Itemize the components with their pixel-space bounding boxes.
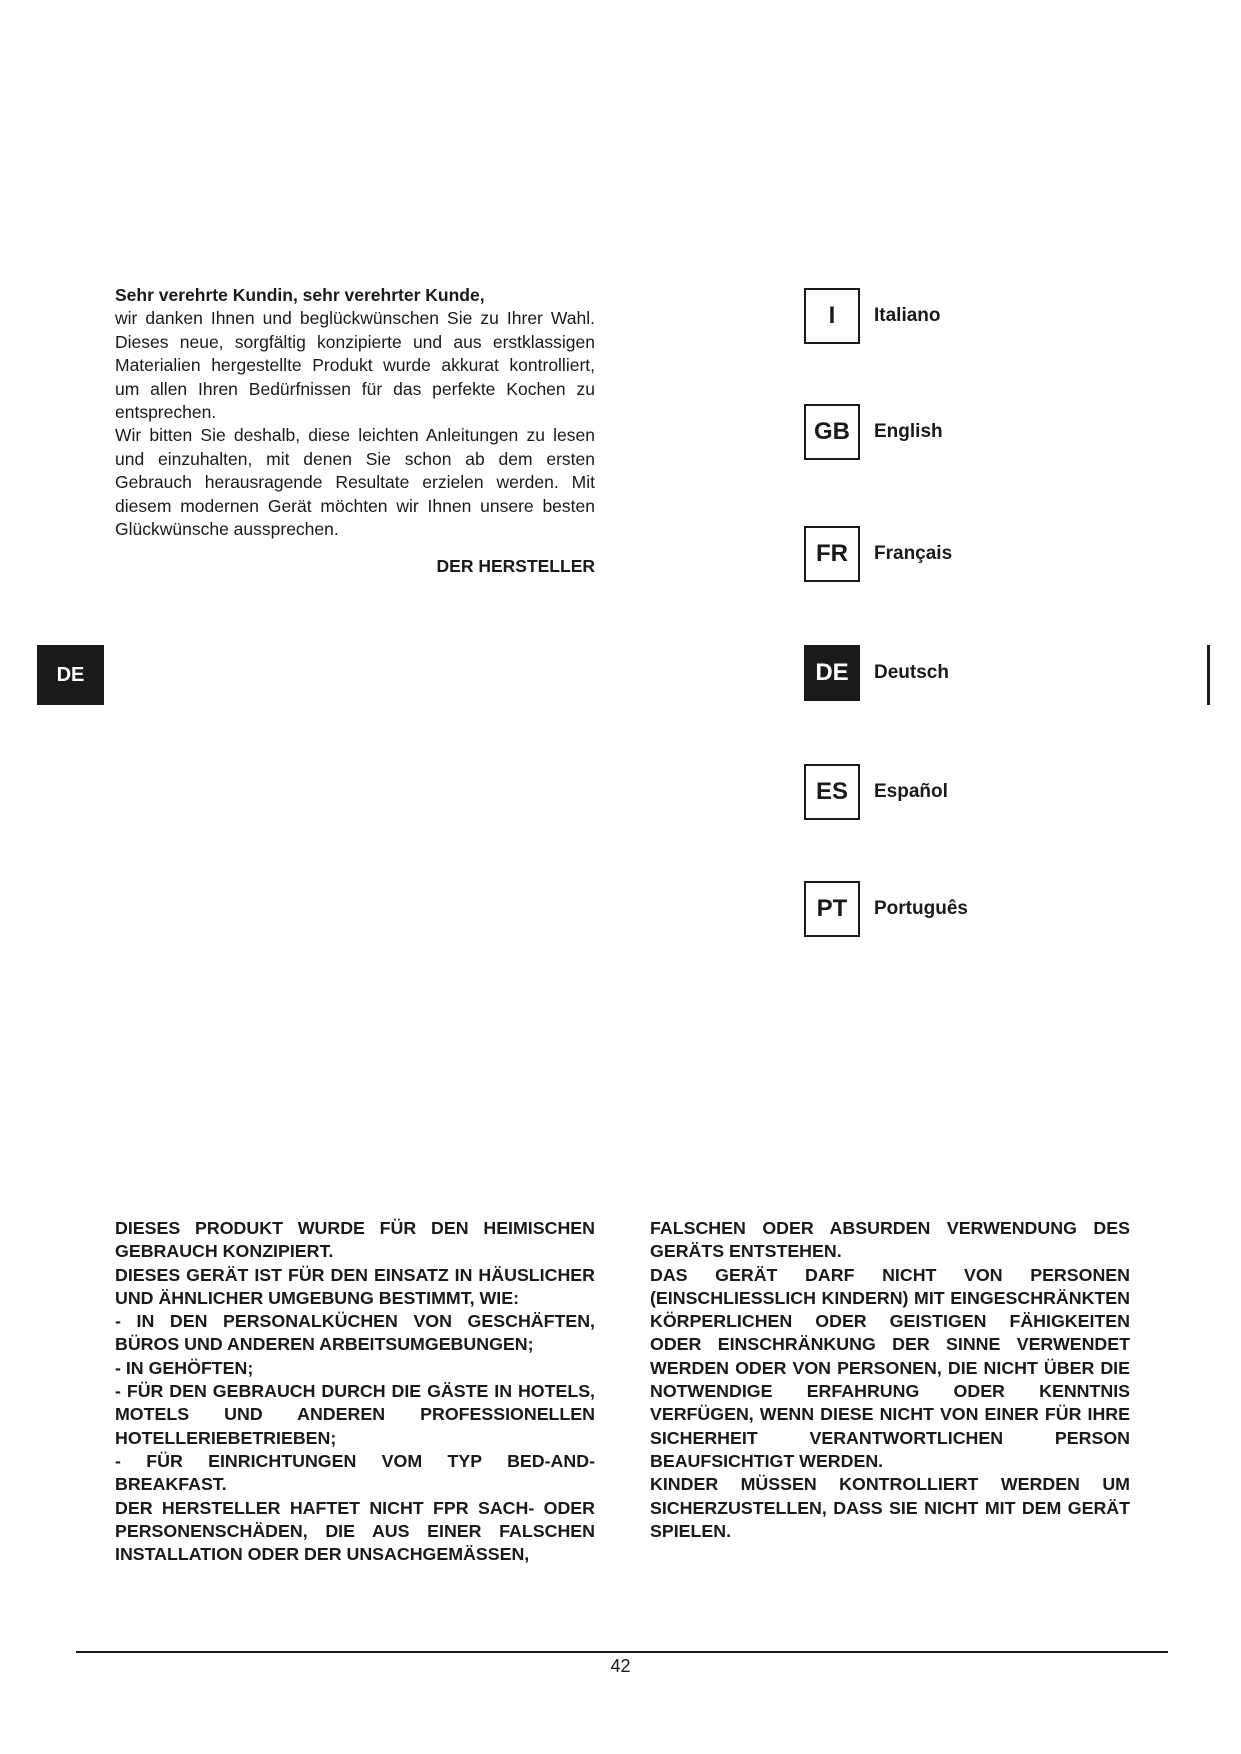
- page-number: 42: [610, 1656, 631, 1676]
- language-name: Français: [874, 543, 953, 564]
- warning-paragraph: DIESES PRODUKT WURDE FÜR DEN HEIMISCHEN GEBRAUCH KONZIPIERT.: [115, 1218, 595, 1262]
- warning-paragraph: KINDER MÜSSEN KONTROLLIERT WERDEN UM SICHERZUSTELLEN, DASS SIE NICHT MIT DEM GERÄT SPIELEN.: [650, 1474, 1130, 1541]
- language-item-portugues[interactable]: [804, 881, 968, 937]
- edge-marker: [1207, 645, 1210, 705]
- intro-paragraph: wir danken Ihnen und beglückwünschen Sie zu Ihrer Wahl. Dieses neue, sorgfältig konzipierte und aus erstklassigen Materialien hergestellte Produkt wurde akkurat kontrolliert, um allen Ihren Bedürfnissen für das perfekte Kochen zu entsprechen.: [115, 308, 595, 423]
- warning-paragraph: DAS GERÄT DARF NICHT VON PERSONEN (EINSCHLIESSLICH KINDERN) MIT EINGESCHRÄNKTEN KÖRPERLICHEN ODER GEISTIGEN FÄHIGKEITEN ODER EINSCHRÄNKUNG DER SINNE VERWENDET WERDEN ODER VON PERSONEN, DIE NICHT ÜBER DIE NOTWENDIGE ERFAHRUNG ODER KENNTNIS VERFÜGEN, WENN DIESE NICHT VON EINER FÜR IHRE SICHERHEIT VERANTWORTLICHEN PERSON BEAUFSICHTIGT WERDEN.: [650, 1264, 1130, 1471]
- intro-paragraph: Wir bitten Sie deshalb, diese leichten Anleitungen zu lesen und einzuhalten, mit denen Sie schon ab dem ersten Gebrauch herausragende Resultate erzielen werden. Mit diesem modernen Gerät möchten wir Ihnen unsere besten Glückwünsche aussprechen.: [115, 425, 595, 540]
- language-item-deutsch[interactable]: [804, 645, 949, 701]
- language-code-box: DE: [804, 645, 860, 701]
- warning-paragraph: - IN GEHÖFTEN;: [115, 1357, 254, 1378]
- language-code-box: GB: [804, 404, 860, 460]
- language-item-english[interactable]: [804, 404, 943, 460]
- language-item-francais[interactable]: [804, 526, 952, 582]
- language-code-box: ES: [804, 764, 860, 820]
- language-code-box: I: [804, 288, 860, 344]
- warning-paragraph: - FÜR EINRICHTUNGEN VOM TYP BED-AND-BREAKFAST.: [115, 1450, 595, 1495]
- language-item-espanol[interactable]: [804, 764, 948, 820]
- intro-text: [115, 284, 595, 579]
- language-name: Deutsch: [874, 662, 949, 683]
- warning-paragraph: FALSCHEN ODER ABSURDEN VERWENDUNG DES GERÄTS ENTSTEHEN.: [650, 1218, 1130, 1262]
- warnings-left-column: [115, 1217, 595, 1566]
- signature: DER HERSTELLER: [436, 556, 595, 577]
- warning-paragraph: DER HERSTELLER HAFTET NICHT FPR SACH- ODER PERSONENSCHÄDEN, DIE AUS EINER FALSCHEN INSTALLATION ODER DER UNSACHGEMÄSSEN,: [115, 1497, 595, 1565]
- warnings-right-column: [650, 1217, 1130, 1543]
- warning-paragraph: - FÜR DEN GEBRAUCH DURCH DIE GÄSTE IN HOTELS, MOTELS UND ANDEREN PROFESSIONELLEN HOTELLERIEBETRIEBEN;: [115, 1381, 595, 1448]
- greeting: Sehr verehrte Kundin, sehr verehrter Kunde,: [115, 285, 485, 305]
- language-name: Português: [874, 898, 968, 919]
- language-side-tab: DE: [37, 645, 104, 705]
- language-name: Italiano: [874, 305, 941, 326]
- language-name: Español: [874, 781, 948, 802]
- language-name: English: [874, 421, 943, 442]
- footer-divider: [76, 1651, 1168, 1653]
- warning-paragraph: - IN DEN PERSONALKÜCHEN VON GESCHÄFTEN, BÜROS UND ANDEREN ARBEITSUMGEBUNGEN;: [115, 1311, 595, 1355]
- language-code-box: FR: [804, 526, 860, 582]
- language-code-box: PT: [804, 881, 860, 937]
- language-item-italiano[interactable]: [804, 288, 941, 344]
- warning-paragraph: DIESES GERÄT IST FÜR DEN EINSATZ IN HÄUSLICHER UND ÄHNLICHER UMGEBUNG BESTIMMT, WIE:: [115, 1264, 595, 1308]
